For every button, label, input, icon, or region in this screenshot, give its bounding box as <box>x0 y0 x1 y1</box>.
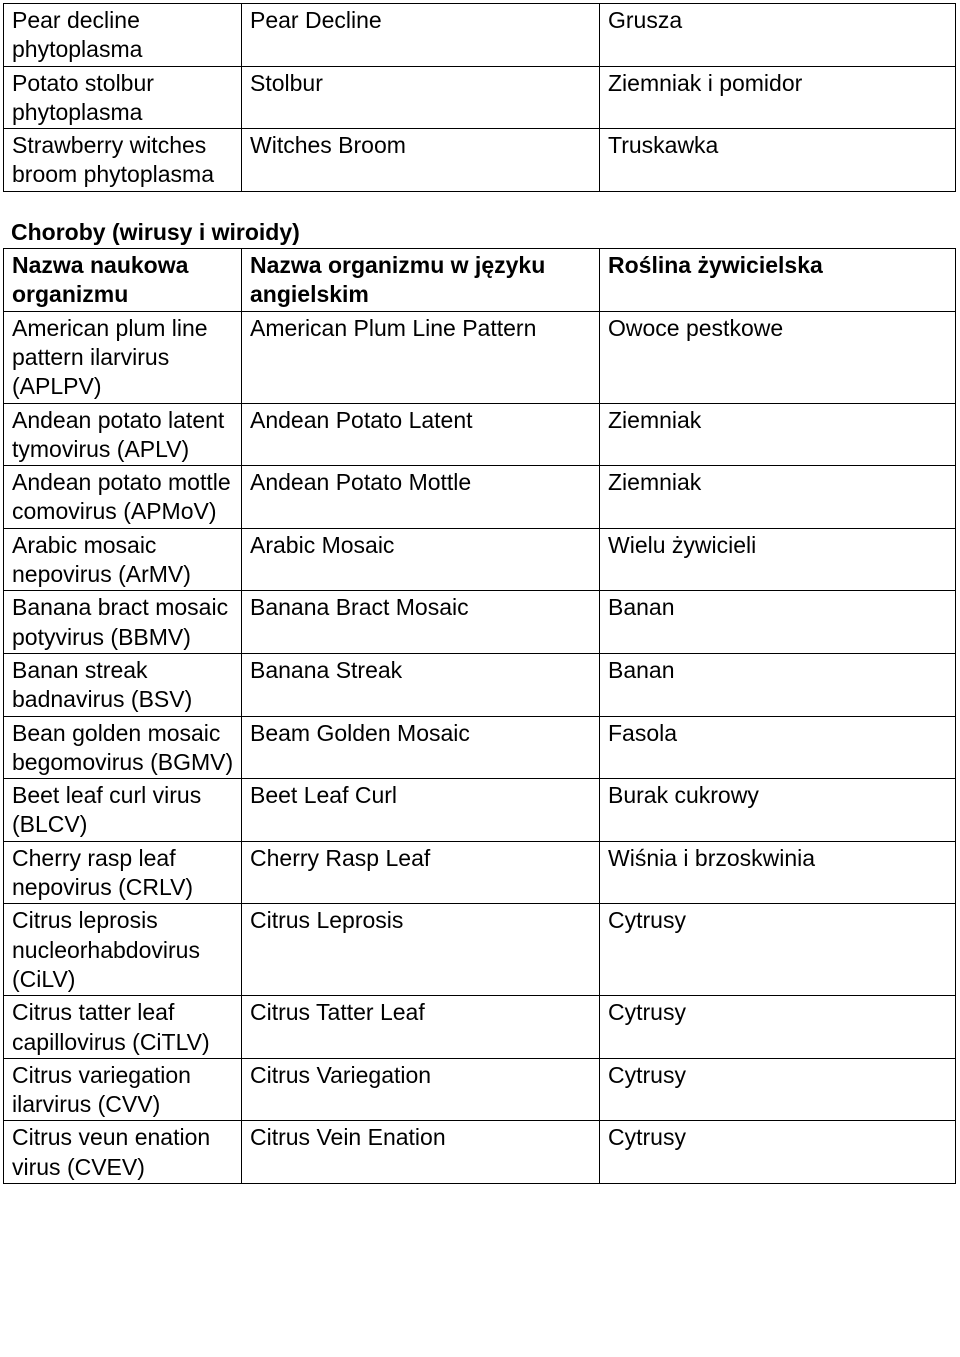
english-name-cell: Andean Potato Mottle <box>242 466 600 529</box>
english-name-cell: Pear Decline <box>242 4 600 67</box>
host-plant-cell: Wiśnia i brzoskwinia <box>600 841 956 904</box>
section-title: Choroby (wirusy i wiroidy) <box>11 218 300 245</box>
english-name-cell: Banana Streak <box>242 653 600 716</box>
table-row <box>4 66 956 129</box>
host-plant-cell: Owoce pestkowe <box>600 311 956 403</box>
english-name-cell: Andean Potato Latent <box>242 403 600 466</box>
virus-table-body <box>4 311 956 1183</box>
phytoplasma-table <box>3 3 956 192</box>
table-row <box>4 1121 956 1184</box>
scientific-name-cell: Potato stolbur phytoplasma <box>4 66 242 129</box>
english-name-cell: Banana Bract Mosaic <box>242 591 600 654</box>
table-row <box>4 996 956 1059</box>
table-row <box>4 403 956 466</box>
host-plant-cell: Burak cukrowy <box>600 779 956 842</box>
host-plant-cell: Ziemniak i pomidor <box>600 66 956 129</box>
host-plant-cell: Ziemniak <box>600 466 956 529</box>
column-header-english-name: Nazwa organizmu w języku angielskim <box>242 249 600 312</box>
scientific-name-cell: Citrus tatter leaf capillovirus (CiTLV) <box>4 996 242 1059</box>
virus-table <box>3 248 956 1184</box>
host-plant-cell: Banan <box>600 653 956 716</box>
scientific-name-cell: Beet leaf curl virus (BLCV) <box>4 779 242 842</box>
english-name-cell: Citrus Variegation <box>242 1058 600 1121</box>
english-name-cell: Beet Leaf Curl <box>242 779 600 842</box>
host-plant-cell: Grusza <box>600 4 956 67</box>
table-row <box>4 653 956 716</box>
table-row <box>4 904 956 996</box>
english-name-cell: Citrus Vein Enation <box>242 1121 600 1184</box>
english-name-cell: Arabic Mosaic <box>242 528 600 591</box>
scientific-name-cell: Pear decline phytoplasma <box>4 4 242 67</box>
table-row <box>4 779 956 842</box>
host-plant-cell: Truskawka <box>600 129 956 192</box>
table-row <box>4 129 956 192</box>
english-name-cell: American Plum Line Pattern <box>242 311 600 403</box>
english-name-cell: Citrus Leprosis <box>242 904 600 996</box>
scientific-name-cell: Andean potato mottle comovirus (APMoV) <box>4 466 242 529</box>
english-name-cell: Witches Broom <box>242 129 600 192</box>
scientific-name-cell: Citrus variegation ilarvirus (CVV) <box>4 1058 242 1121</box>
scientific-name-cell: Banana bract mosaic potyvirus (BBMV) <box>4 591 242 654</box>
scientific-name-cell: Banan streak badnavirus (BSV) <box>4 653 242 716</box>
scientific-name-cell: Strawberry witches broom phytoplasma <box>4 129 242 192</box>
host-plant-cell: Ziemniak <box>600 403 956 466</box>
table-row <box>4 841 956 904</box>
table-row <box>4 4 956 67</box>
scientific-name-cell: Bean golden mosaic begomovirus (BGMV) <box>4 716 242 779</box>
scientific-name-cell: American plum line pattern ilarvirus (APLPV) <box>4 311 242 403</box>
host-plant-cell: Cytrusy <box>600 1121 956 1184</box>
document-page <box>3 3 955 1184</box>
english-name-cell: Stolbur <box>242 66 600 129</box>
scientific-name-cell: Citrus veun enation virus (CVEV) <box>4 1121 242 1184</box>
host-plant-cell: Cytrusy <box>600 904 956 996</box>
host-plant-cell: Fasola <box>600 716 956 779</box>
host-plant-cell: Banan <box>600 591 956 654</box>
table-row <box>4 528 956 591</box>
table-row <box>4 716 956 779</box>
english-name-cell: Beam Golden Mosaic <box>242 716 600 779</box>
table-header-row <box>4 249 956 312</box>
scientific-name-cell: Cherry rasp leaf nepovirus (CRLV) <box>4 841 242 904</box>
table-row <box>4 466 956 529</box>
column-header-scientific-name: Nazwa naukowa organizmu <box>4 249 242 312</box>
table-row <box>4 311 956 403</box>
table-row <box>4 1058 956 1121</box>
host-plant-cell: Cytrusy <box>600 1058 956 1121</box>
host-plant-cell: Cytrusy <box>600 996 956 1059</box>
table-row <box>4 591 956 654</box>
english-name-cell: Citrus Tatter Leaf <box>242 996 600 1059</box>
english-name-cell: Cherry Rasp Leaf <box>242 841 600 904</box>
scientific-name-cell: Andean potato latent tymovirus (APLV) <box>4 403 242 466</box>
scientific-name-cell: Citrus leprosis nucleorhabdovirus (CiLV) <box>4 904 242 996</box>
scientific-name-cell: Arabic mosaic nepovirus (ArMV) <box>4 528 242 591</box>
column-header-host-plant: Roślina żywicielska <box>600 249 956 312</box>
host-plant-cell: Wielu żywicieli <box>600 528 956 591</box>
